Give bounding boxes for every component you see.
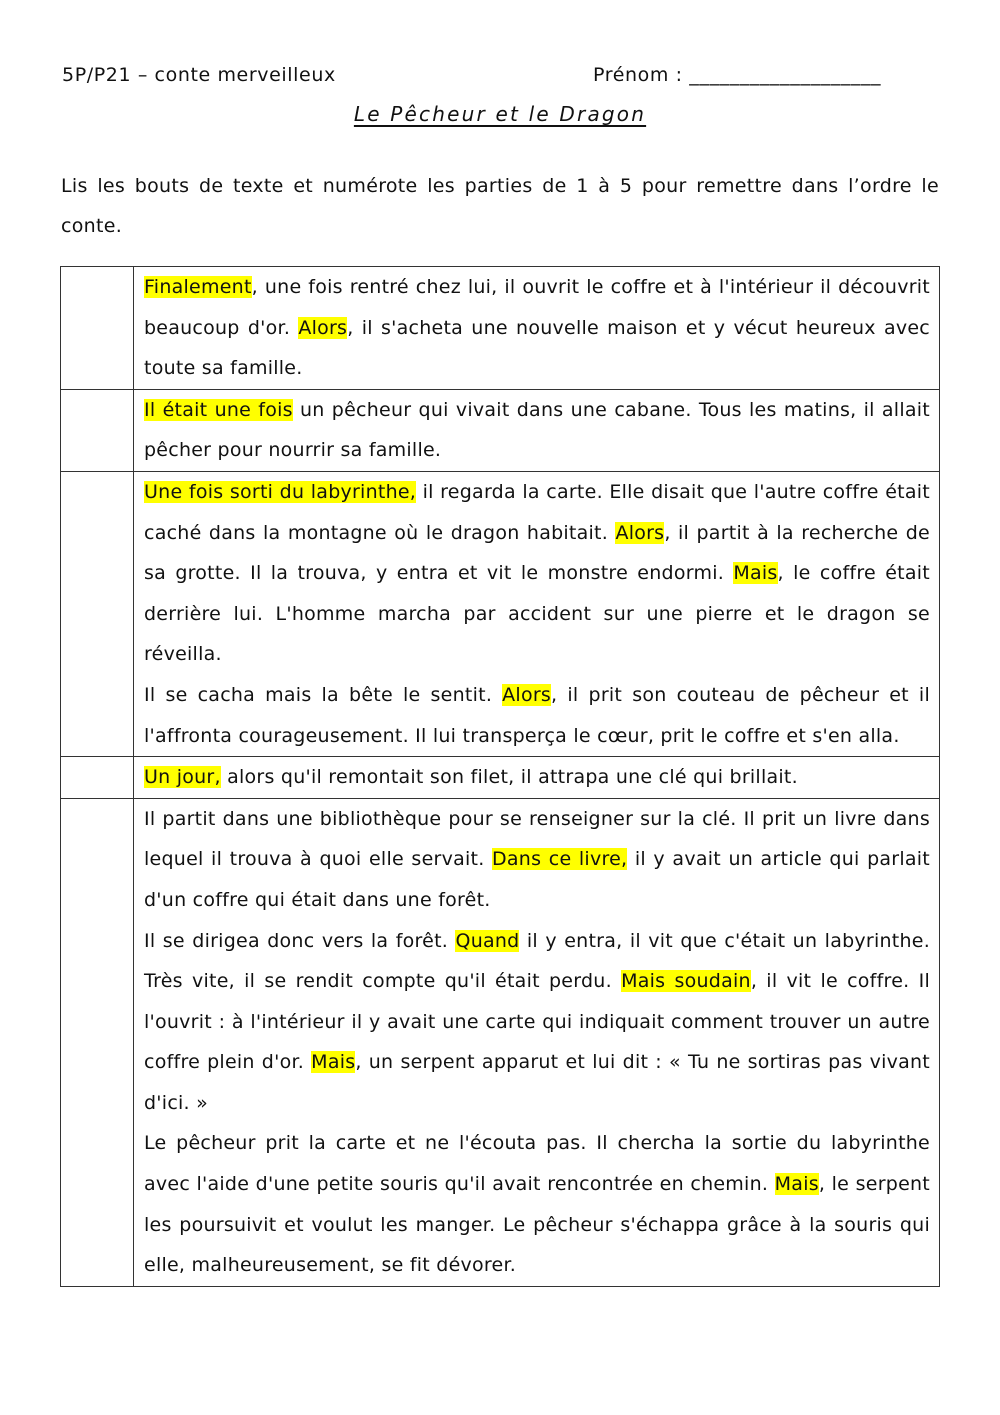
part-text-cell <box>134 267 940 390</box>
highlighted-connector: Il était une fois <box>144 398 293 421</box>
story-text: , le coffre était derrière lui. L'homme marcha par accident sur une pierre et le dragon se réveilla. <box>144 562 930 666</box>
story-text: Il se cacha mais la bête le sentit. <box>144 683 503 706</box>
part-number-cell[interactable] <box>61 389 134 471</box>
worksheet-header <box>62 64 938 94</box>
story-text: il y avait un article qui parlait d'un coffre qui était dans une forêt. <box>144 848 930 911</box>
story-title: Le Pêcheur et le Dragon <box>353 102 647 126</box>
highlighted-connector: Mais soudain <box>621 970 751 993</box>
table-row <box>61 389 940 471</box>
story-text: il y entra, il vit que c'était un labyrinthe. Très vite, il se rendit compte qu'il était perdu. <box>144 929 930 993</box>
highlighted-connector: Mais <box>733 562 778 585</box>
part-text-cell <box>134 389 940 471</box>
table-row <box>61 757 940 799</box>
story-text: un pêcheur qui vivait dans une cabane. Tous les matins, il allait pêcher pour nourrir sa famille. <box>144 398 930 462</box>
story-paragraph <box>144 675 930 756</box>
part-number-cell[interactable] <box>61 757 134 799</box>
highlighted-connector: Mais <box>311 1051 356 1074</box>
story-paragraph <box>144 390 930 471</box>
part-number-cell[interactable] <box>61 471 134 756</box>
highlighted-connector: Alors <box>502 683 552 706</box>
story-text: , le serpent les poursuivit et voulut les manger. Le pêcheur s'échappa grâce à la souris qui elle, malheureusement, se fit dévorer. <box>144 1173 930 1277</box>
highlighted-connector: Finalement <box>144 276 252 298</box>
story-text: il regarda la carte. Elle disait que l'autre coffre était caché dans la montagne où le dragon habitait. <box>144 480 930 544</box>
story-text: , il s'acheta une nouvelle maison et y vécut heureux avec toute sa famille. <box>144 316 931 380</box>
story-paragraph <box>144 1123 930 1285</box>
part-number-cell[interactable] <box>61 798 134 1286</box>
highlighted-connector: Quand <box>455 929 520 952</box>
story-text: , un serpent apparut et lui dit : « Tu ne sortiras pas vivant d'ici. » <box>144 1051 930 1114</box>
instruction-text: Lis les bouts de texte et numérote les parties de 1 à 5 pour remettre dans l’ordre le conte. <box>61 175 939 237</box>
table-row <box>61 798 940 1286</box>
highlighted-connector: Un jour, <box>144 766 221 789</box>
highlighted-connector: Alors <box>298 316 348 339</box>
part-text-cell <box>134 471 940 756</box>
table-row <box>61 471 940 756</box>
story-text: , il prit son couteau de pêcheur et il l'affronta courageusement. Il lui transperça le cœur, prit le coffre et s'en alla. <box>144 683 930 747</box>
story-text: , une fois rentré chez lui, il ouvrit le coffre et à l'intérieur il découvrit beaucoup d'or. <box>144 276 930 339</box>
story-paragraph <box>144 267 930 389</box>
part-text-cell <box>134 798 940 1286</box>
highlighted-connector: Une fois sorti du labyrinthe, <box>144 480 417 503</box>
highlighted-connector: Mais <box>774 1173 819 1196</box>
story-text: Il se dirigea donc vers la forêt. <box>144 929 456 952</box>
story-paragraph <box>144 799 930 921</box>
story-text: alors qu'il remontait son filet, il attrapa une clé qui brillait. <box>220 766 798 789</box>
story-text: , il vit le coffre. Il l'ouvrit : à l'intérieur il y avait une carte qui indiquait comment trouver un autre coffre plein d'or. <box>144 970 930 1074</box>
story-paragraph <box>144 757 930 798</box>
story-parts-table <box>60 266 940 1287</box>
story-text: Le pêcheur prit la carte et ne l'écouta pas. Il chercha la sortie du labyrinthe avec l'aide d'une petite souris qu'il avait rencontrée en chemin. <box>144 1132 930 1196</box>
name-field-label: Prénom : ___________________ <box>593 64 882 86</box>
part-text-cell <box>134 757 940 799</box>
story-text: Il partit dans une bibliothèque pour se renseigner sur la clé. Il prit un livre dans lequel il trouva à quoi elle servait. <box>144 807 930 871</box>
story-paragraph <box>144 921 930 1124</box>
story-paragraph <box>144 472 930 675</box>
table-row <box>61 267 940 390</box>
highlighted-connector: Alors <box>615 521 665 544</box>
story-text: , il partit à la recherche de sa grotte. Il la trouva, y entra et vit le monstre endormi. <box>144 521 930 585</box>
highlighted-connector: Dans ce livre, <box>492 848 628 871</box>
class-label: 5P/P21 – conte merveilleux <box>62 64 336 86</box>
part-number-cell[interactable] <box>61 267 134 390</box>
